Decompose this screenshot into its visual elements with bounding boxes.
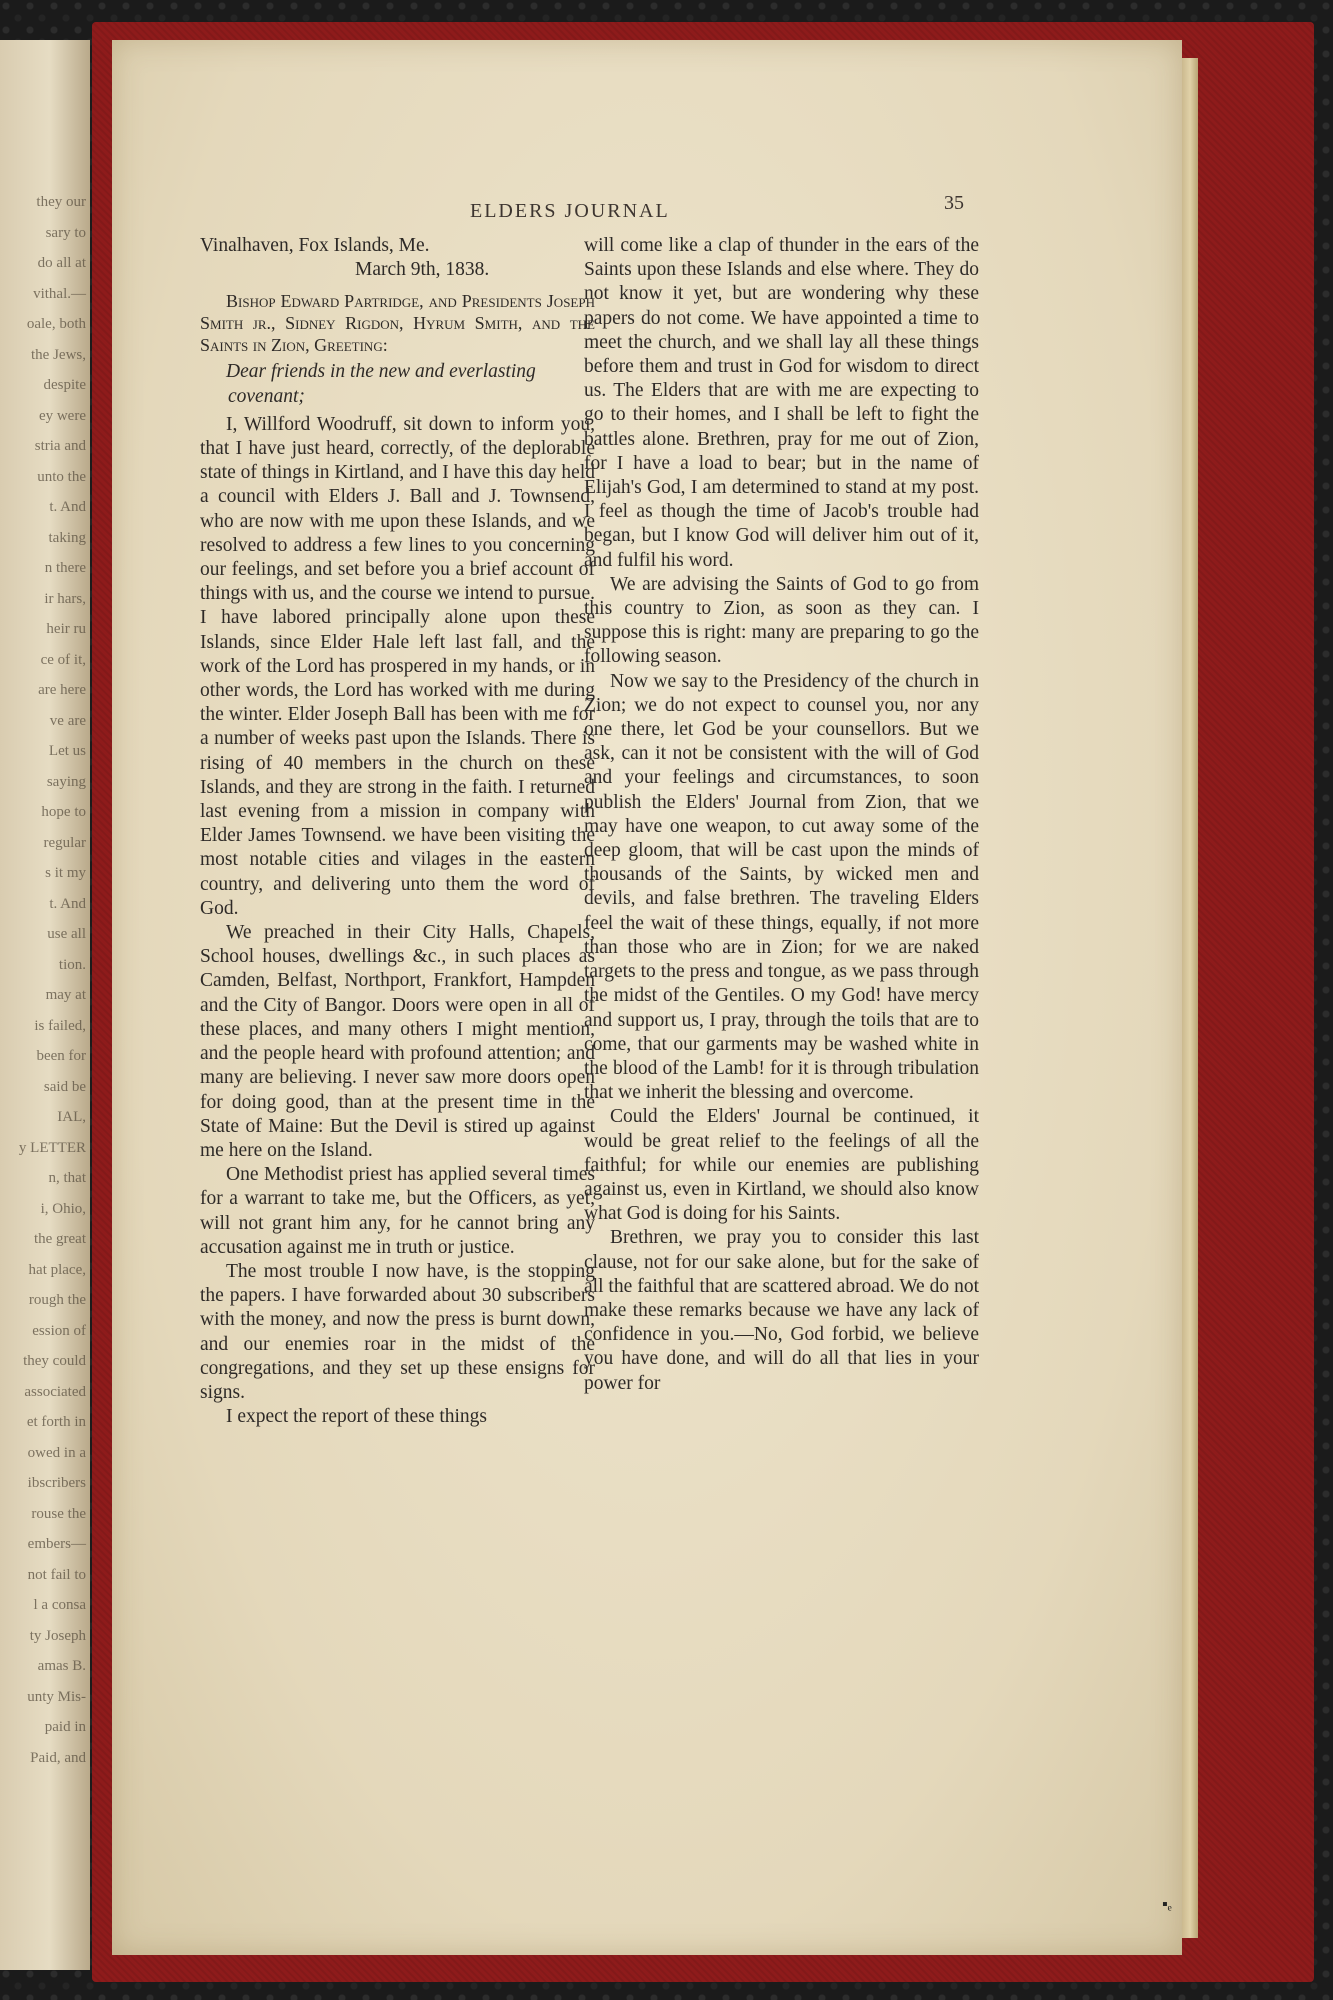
paragraph: Brethren, we pray you to consider this last clause, not for our sake alone, but for the sake of all the faithful that are scattered abroad. We do not make these remarks because we have any lack of confidence in you.—No, God forbid, we believe you have done, and will do all that lies in your power for xyxy=(584,1227,979,1394)
adjacent-page-fragment: n, that xyxy=(48,1170,86,1186)
salutation-line-2: covenant; xyxy=(228,385,305,407)
page-number: 35 xyxy=(944,192,964,214)
adjacent-page-fragment: y LETTER xyxy=(18,1139,86,1156)
adjacent-page-fragment: vithal.— xyxy=(33,285,86,302)
adjacent-page-fragment: associated xyxy=(24,1383,86,1400)
adjacent-page-fragment: rough the xyxy=(28,1292,86,1308)
adjacent-page-fragment: ibscribers xyxy=(27,1475,86,1491)
running-title: ELDERS JOURNAL xyxy=(470,200,670,222)
dateline xyxy=(200,234,595,282)
right-column xyxy=(584,234,979,1396)
adjacent-page-fragment: i, Ohio, xyxy=(40,1200,86,1217)
adjacent-page-fragment: they our xyxy=(36,194,86,210)
salutation xyxy=(200,360,595,408)
letter-address: Bishop Edward Partridge, and Presidents Joseph Smith jr., Sidney Rigdon, Hyrum Smith, and the Saints in Zion, Greeting: xyxy=(200,291,595,356)
paragraph: We preached in their City Halls, Chapels, School houses, dwellings &c., in such places as Camden, Belfast, Northport, Frankfort, Hampden and the City of Bangor. Doors were open in all of these places, and many others I might mention, and the people heard with profound attention; and many are believing. I never saw more doors open for doing good, than at the present time in the State of Maine: But the Devil is stired up against me here on the Island. xyxy=(200,922,595,1161)
adjacent-page-fragment: the Jews, xyxy=(31,346,86,363)
adjacent-page-fragment: t. And xyxy=(49,895,86,912)
adjacent-page-fragment: regular xyxy=(43,834,86,851)
adjacent-page-fragment: sary to xyxy=(45,224,86,241)
adjacent-page-fragment: tion. xyxy=(58,956,86,973)
paragraph: I expect the report of these things xyxy=(226,1406,487,1428)
adjacent-page-fragment: amas B. xyxy=(37,1658,86,1674)
adjacent-page-edge xyxy=(0,40,90,1970)
adjacent-page-fragment: saying xyxy=(46,773,86,790)
paragraph: will come like a clap of thunder in the ears of the Saints upon these Islands and else where. They do not know it yet, but are wondering why these papers do not come. We have appointed a time to meet the church, and we shall lay all these things before them and trust in God for wisdom to direct us. The Elders that are with me are expecting to go to their homes, and I shall be left to fight the battles alone. Brethren, pray for me out of Zion, for I have a load to bear; but in the name of Elijah's God, I am determined to stand at my post. I feel as though the time of Jacob's trouble had began, but I know God will deliver him out of it, and fulfil his word. xyxy=(584,235,979,571)
paragraph: One Methodist priest has applied several times for a warrant to take me, but the Officers, as yet, will not grant him any, for he cannot bring any accusation against me in truth or justice. xyxy=(200,1164,595,1258)
adjacent-page-fragment: are here xyxy=(38,682,86,698)
adjacent-page-fragment: owed in a xyxy=(27,1444,86,1461)
adjacent-page-fragment: hat place, xyxy=(28,1261,86,1278)
ink-mark: ▪ₑ xyxy=(1162,1896,1172,1913)
adjacent-page-fragment: heir ru xyxy=(46,621,86,637)
adjacent-page-fragment: stria and xyxy=(34,438,86,454)
adjacent-page-fragment: l a consa xyxy=(33,1597,86,1613)
salutation-line-1: Dear friends in the new and everlasting xyxy=(226,361,536,383)
adjacent-page-fragment: is failed, xyxy=(34,1017,86,1034)
dateline-place: Vinalhaven, Fox Islands, Me. xyxy=(200,235,430,256)
adjacent-page-fragment: may at xyxy=(45,987,86,1003)
adjacent-page-fragment: ir hars, xyxy=(44,590,86,607)
adjacent-page-fragment: do all at xyxy=(37,255,86,271)
adjacent-page-fragment: taking xyxy=(48,529,86,546)
adjacent-page-fragment: hope to xyxy=(41,804,86,820)
adjacent-page-fragment: unto the xyxy=(37,468,86,485)
adjacent-page-fragment: paid in xyxy=(44,1719,86,1735)
paragraph: Could the Elders' Journal be continued, it would be great relief to the feelings of all the faithful; for while our enemies are publishing against us, even in Kirtland, we should also know what God is doing for his Saints. xyxy=(584,1106,979,1225)
adjacent-page-fragment: oale, both xyxy=(26,316,86,332)
adjacent-page-fragment: ce of it, xyxy=(40,651,86,668)
adjacent-page-fragment: s it my xyxy=(45,865,86,881)
adjacent-page-fragment: they could xyxy=(23,1353,86,1369)
paragraph: I, Willford Woodruff, sit down to inform you, that I have just heard, correctly, of the deplorable state of things in Kirtland, and I have this day held a council with Elders J. Ball and J. Townsend, who are now with me upon these Islands, and we resolved to address a few lines to you concerning our feelings, and set before you a brief account of things with us, and the course we intend to pursue. I have labored principally alone upon these Islands, since Elder Hale left last fall, and the work of the Lord has prospered in my hands, or in other words, the Lord has worked with me during the winter. Elder Joseph Ball has been with me for a number of weeks past upon the Islands. There is rising of 40 members in the church on these Islands, and they are strong in the faith. I returned last evening from a mission in company with Elder James Townsend. we have been visiting the most notable cities and vilages in the eastern country, and delivering unto them the word of God. xyxy=(200,413,595,919)
adjacent-page-fragment: et forth in xyxy=(26,1414,86,1430)
adjacent-page-fragment: IAL, xyxy=(57,1109,86,1125)
page-block-edge xyxy=(1182,58,1198,1938)
adjacent-page-fragment: Let us xyxy=(48,743,86,759)
adjacent-page-fragment: rouse the xyxy=(31,1505,86,1522)
adjacent-page-fragment: n there xyxy=(44,560,86,576)
adjacent-page-fragment: embers— xyxy=(27,1536,86,1552)
paragraph: The most trouble I now have, is the stopping the papers. I have forwarded about 30 subscribers with the money, and now the press is burnt down, and our enemies roar in the midst of the congregations, and they set up these ensigns for signs. xyxy=(200,1260,595,1403)
adjacent-page-fragment: use all xyxy=(47,926,86,942)
adjacent-page-fragment: despite xyxy=(43,377,86,393)
left-column xyxy=(200,234,595,1429)
adjacent-page-fragment: not fail to xyxy=(27,1566,86,1583)
paragraph: Now we say to the Presidency of the church in Zion; we do not expect to counsel you, nor any one there, let God be your counsellors. But we ask, can it not be consistent with the will of God and your feelings and circumstances, to soon publish the Elders' Journal from Zion, that we may have one weapon, to cut away some of the deep gloom, that will be cast upon the minds of thousands of the Saints, by wicked men and devils, and false brethren. The traveling Elders feel the wait of these things, equally, if not more than those who are in Zion; for we are naked targets to the press and tongue, as we pass through the midst of the Gentiles. O my God! have mercy and support us, I pray, through the toils that are to come, that our garments may be washed white in the blood of the Lamb! for it is through tribulation that we inherit the blessing and overcome. xyxy=(584,670,979,1104)
adjacent-page-fragment: been for xyxy=(36,1048,86,1064)
adjacent-page-fragment: t. And xyxy=(49,499,86,515)
adjacent-page-fragment: said be xyxy=(43,1078,86,1095)
adjacent-page-fragment: Paid, and xyxy=(30,1749,86,1766)
adjacent-page-fragment: ty Joseph xyxy=(29,1627,86,1644)
adjacent-page-fragment: ession of xyxy=(32,1322,86,1339)
adjacent-page-fragment: ey were xyxy=(38,407,86,424)
dateline-date: March 9th, 1838. xyxy=(355,259,490,281)
page-header xyxy=(112,192,1182,230)
adjacent-page-fragment: unty Mis- xyxy=(27,1688,86,1705)
adjacent-page-fragment: the great xyxy=(33,1231,86,1247)
journal-page xyxy=(112,40,1182,1955)
paragraph: We are advising the Saints of God to go from this country to Zion, as soon as they can. I suppose this is right: many are preparing to go the following season. xyxy=(584,573,979,668)
adjacent-page-fragment: ve are xyxy=(49,712,86,729)
